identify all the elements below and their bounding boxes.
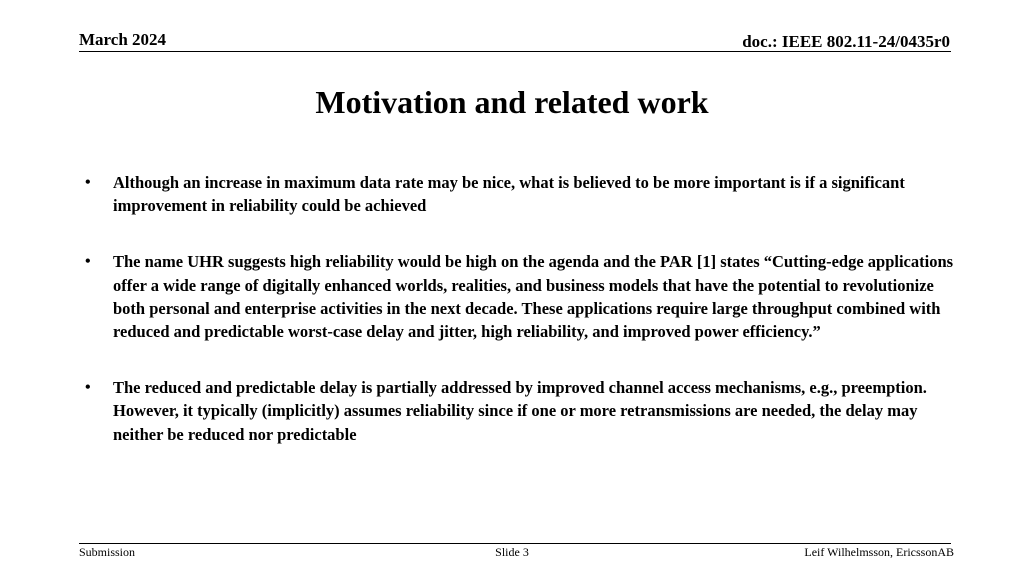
bullet-item <box>79 376 959 446</box>
footer-author: Leif Wilhelmsson, EricssonAB <box>804 545 954 559</box>
footer-slide-number: Slide 3 <box>495 545 529 559</box>
footer-submission: Submission <box>79 545 136 559</box>
bullet-marker: • <box>85 379 91 397</box>
bullet-marker: • <box>85 253 91 271</box>
bullet-item <box>79 171 959 217</box>
bullet-list <box>79 171 959 446</box>
footer-divider <box>79 543 951 544</box>
bullet-item <box>79 250 959 343</box>
header-document-id: doc.: IEEE 802.11-24/0435r0 <box>742 32 950 51</box>
bullet-marker: • <box>85 174 91 191</box>
bullet-text: The name UHR suggests high reliability would be high on the agenda and the PAR [1] states “Cutting-edge applications offer a wide range of digitally enhanced worlds, realities, and business models that have the potential to revolutionize both personal and enterprise activities in the next decade. These applications require large throughput combined with reduced and predictable worst-case delay and jitter, high reliability, and improved power efficiency.” <box>113 252 954 342</box>
bullet-text: Although an increase in maximum data rate may be nice, what is believed to be more important is if a significant improvement in reliability could be achieved <box>113 173 905 216</box>
slide-title: Motivation and related work <box>315 84 709 120</box>
bullet-text: The reduced and predictable delay is partially addressed by improved channel access mechanisms, e.g., preemption. However, it typically (implicitly) assumes reliability since if one or more retransmissions are needed, the delay may neither be reduced nor predictable <box>113 378 927 444</box>
header-divider <box>79 51 951 52</box>
header-date: March 2024 <box>79 30 167 49</box>
